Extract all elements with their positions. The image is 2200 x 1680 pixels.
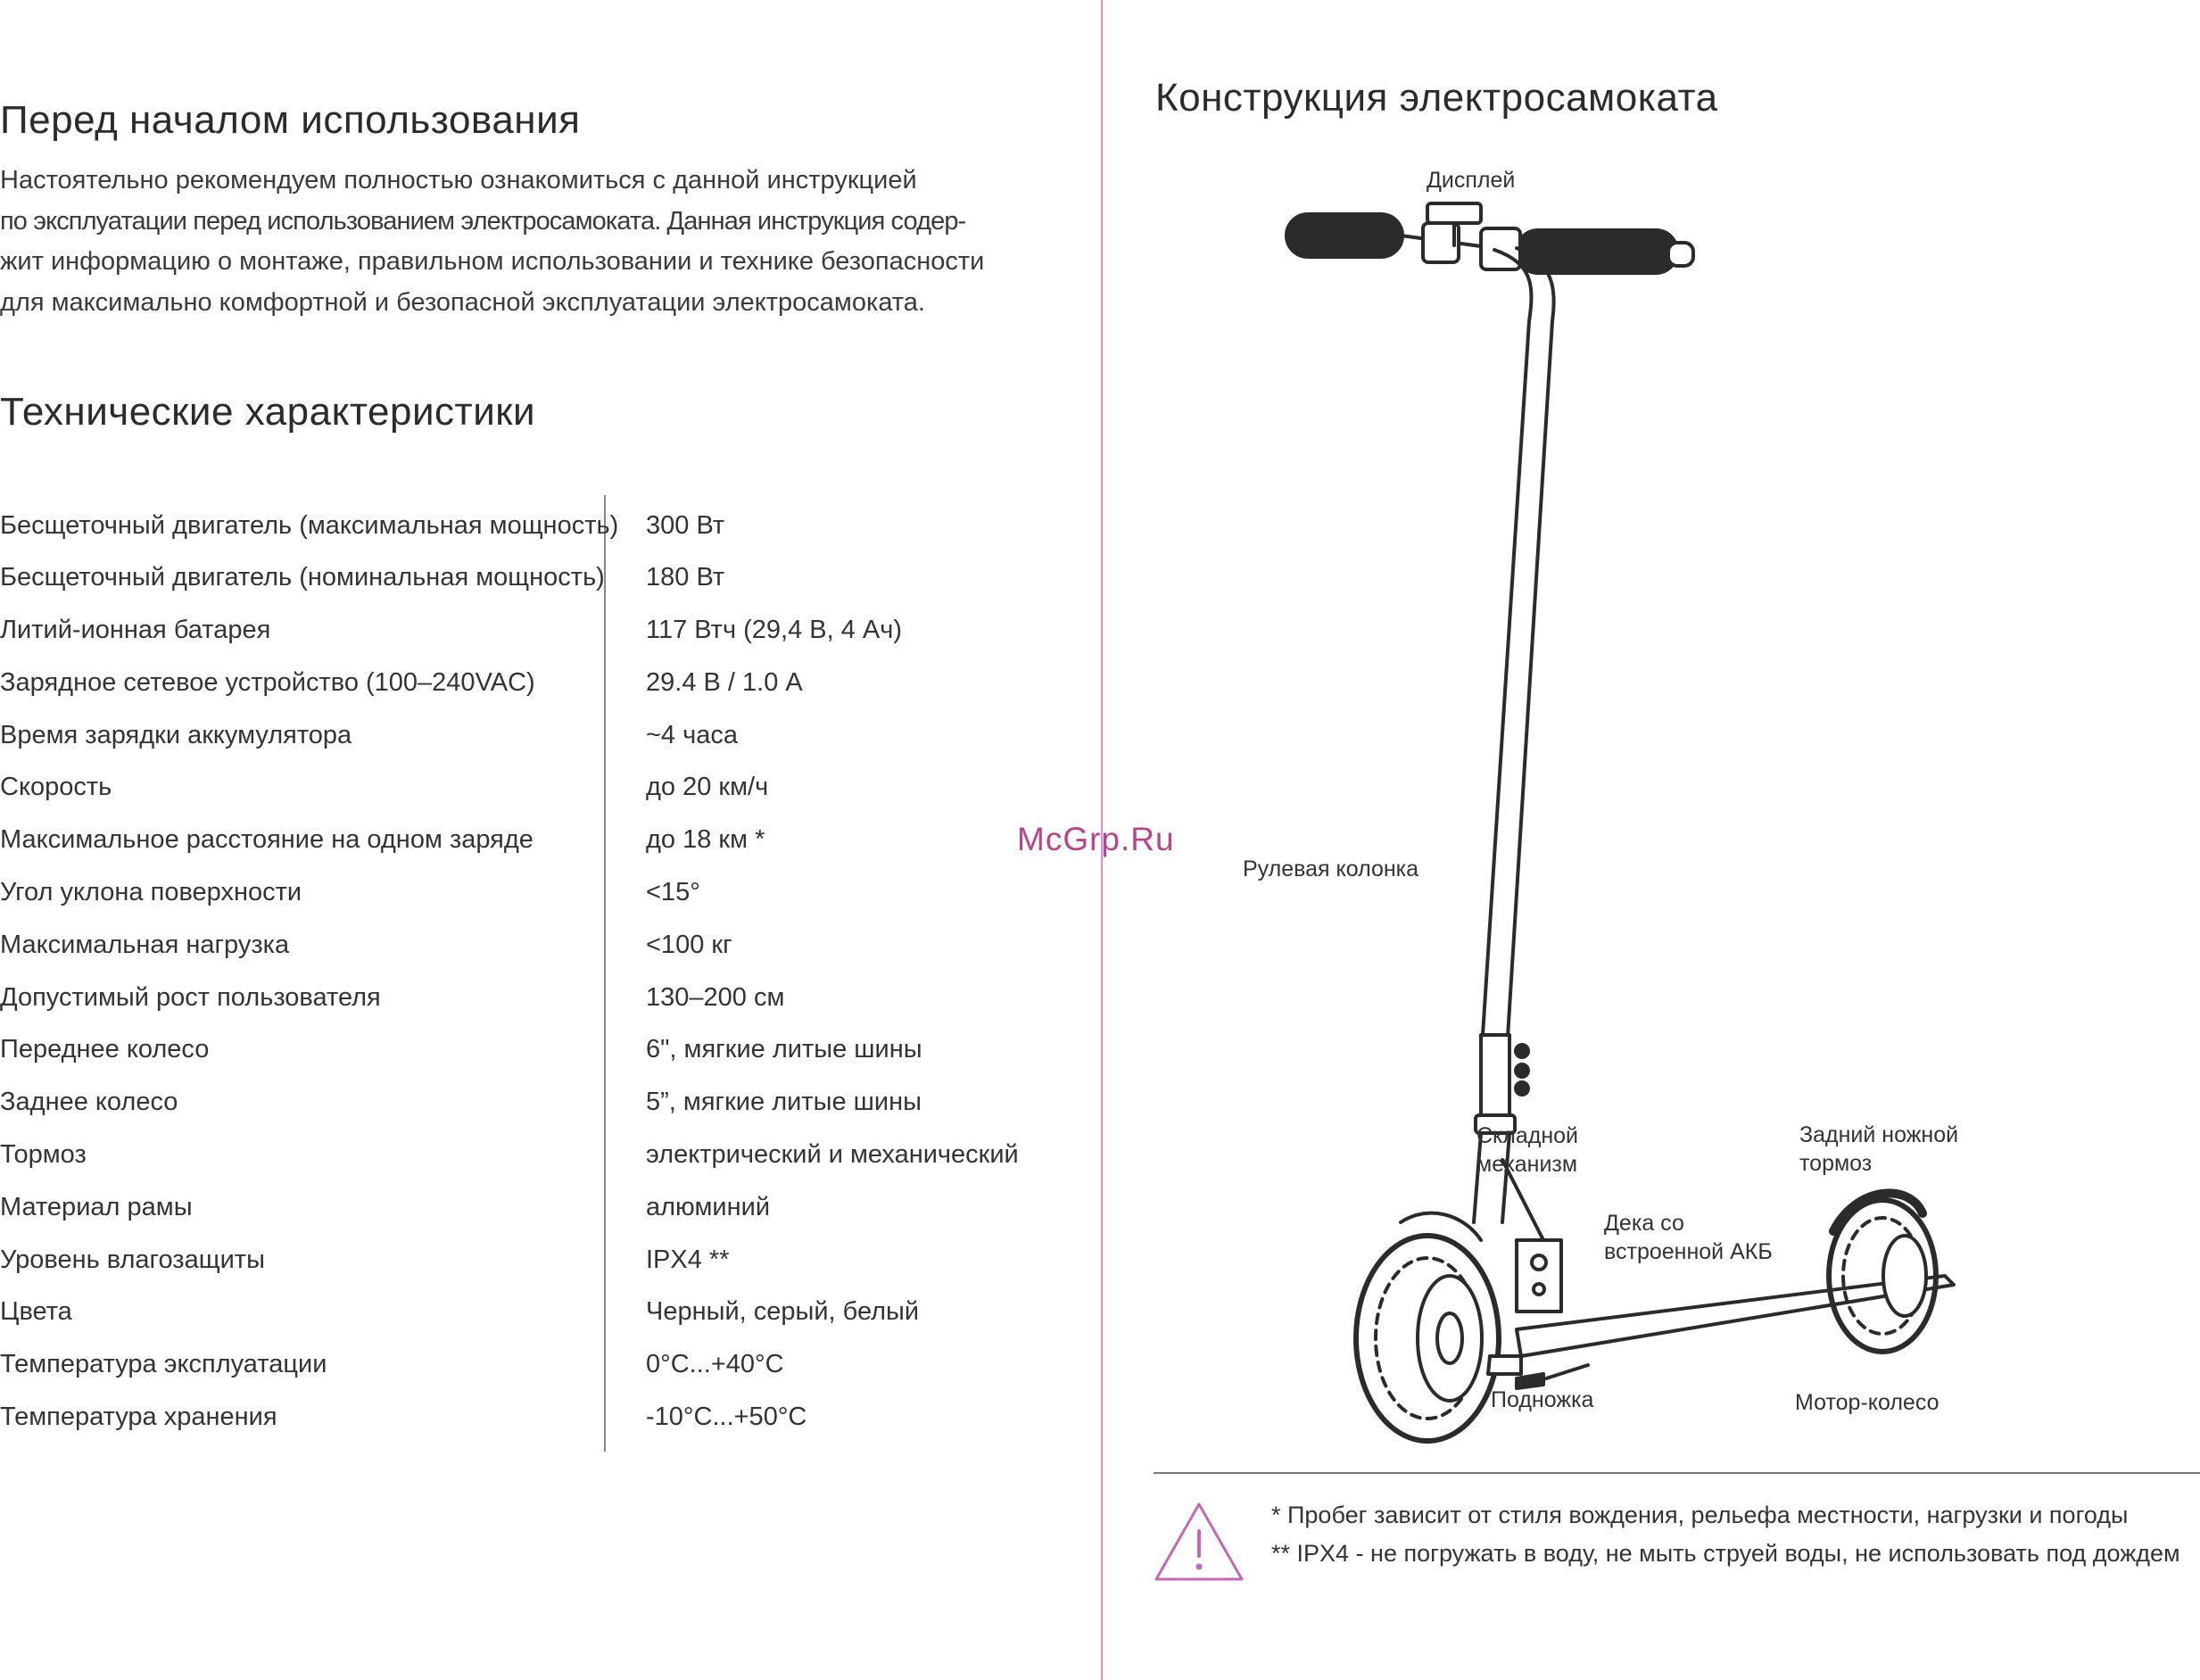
footnote-2: ** IPX4 - не погружать в воду, не мыть струей воды, не использовать под дождем (1271, 1540, 2180, 1567)
label-kickstand: Подножка (1491, 1387, 1594, 1412)
spec-row (0, 1140, 1071, 1192)
spec-label: Время зарядки аккумулятора (0, 721, 352, 749)
intro-line: Настоятельно рекомендуем полностью ознакомиться с данной инструкцией (0, 166, 917, 194)
front-wheel (1356, 1213, 1499, 1441)
spec-row (0, 773, 1071, 824)
spec-value: 29.4 В / 1.0 А (646, 668, 803, 697)
spec-value: <100 кг (646, 931, 732, 959)
intro-paragraph (0, 161, 1062, 323)
intro-line: жит информацию о монтаже, правильном использовании и технике безопасности (0, 247, 985, 276)
spec-row (0, 1035, 1071, 1087)
label-display: Дисплей (1427, 168, 1516, 193)
spec-row (0, 1088, 1071, 1139)
watermark: McGrp.Ru (1017, 821, 1175, 857)
footnote-rule (1154, 1472, 2200, 1474)
label-folding-mechanism: Складной механизм (1476, 1123, 1579, 1177)
spec-label: Зарядное сетевое устройство (100–240VAC) (0, 668, 535, 697)
spec-value: IPX4 ** (646, 1246, 730, 1274)
intro-line: для максимально комфортной и безопасной эксплуатации электросамоката. (0, 287, 925, 317)
spec-row (0, 1297, 1071, 1349)
spec-row (0, 825, 1071, 877)
spec-value: 5”, мягкие литые шины (646, 1088, 922, 1116)
spec-row (0, 721, 1071, 773)
spec-value: ~4 часа (646, 721, 738, 749)
spec-label: Материал рамы (0, 1193, 193, 1221)
rear-wheel (1829, 1193, 1936, 1352)
construction-heading: Конструкция электросамоката (1155, 76, 1718, 120)
spec-row (0, 563, 1071, 615)
spec-row (0, 1403, 1071, 1454)
spec-value: 180 Вт (646, 563, 725, 592)
label-deck-battery: Дека со встроенной АКБ (1604, 1211, 1773, 1264)
spec-label: Бесщеточный двигатель (максимальная мощность) (0, 511, 619, 540)
spec-label: Температура эксплуатации (0, 1350, 327, 1378)
spec-value: 0°С...+40°С (646, 1350, 784, 1378)
label-steering-column: Рулевая колонка (1243, 857, 1419, 881)
spec-label: Уровень влагозащиты (0, 1246, 265, 1274)
spec-label: Температура хранения (0, 1403, 277, 1431)
spec-row (0, 668, 1071, 720)
intro-heading: Перед началом использования (0, 98, 581, 142)
label-rear-foot-brake: Задний ножной тормоз (1799, 1122, 1959, 1176)
spec-value: 117 Втч (29,4 В, 4 Ач) (646, 616, 903, 644)
spec-row (0, 511, 1071, 563)
spec-value: до 20 км/ч (646, 773, 769, 801)
spec-row (0, 1246, 1071, 1297)
spec-value: до 18 км * (646, 825, 765, 854)
spec-label: Цвета (0, 1297, 72, 1326)
scooter-diagram (1249, 178, 1981, 1463)
spec-value: алюминий (646, 1193, 771, 1221)
warning-triangle-icon (1153, 1501, 1245, 1583)
spec-label: Допустимый рост пользователя (0, 983, 381, 1012)
spec-label: Угол уклона поверхности (0, 878, 302, 906)
spec-value: 300 Вт (646, 511, 725, 540)
spec-row (0, 878, 1071, 930)
spec-row (0, 1350, 1071, 1402)
spec-label: Максимальное расстояние на одном заряде (0, 825, 533, 854)
spec-value: Черный, серый, белый (646, 1297, 920, 1326)
handlebar (1286, 214, 1693, 273)
spec-label: Бесщеточный двигатель (номинальная мощность) (0, 563, 605, 592)
spec-row (0, 931, 1071, 982)
spec-value: -10°С...+50°С (646, 1403, 807, 1431)
footnote-1: * Пробег зависит от стиля вождения, рельефа местности, нагрузки и погоды (1271, 1502, 2129, 1528)
spec-label: Заднее колесо (0, 1088, 178, 1116)
folding-mechanism (1502, 1160, 1561, 1312)
specs-heading: Технические характеристики (0, 390, 536, 434)
spec-label: Переднее колесо (0, 1035, 210, 1063)
spec-row (0, 1193, 1071, 1245)
steering-stem (1474, 248, 1554, 1222)
intro-line: по эксплуатации перед использованием электросамоката. Данная инструкция содер- (0, 206, 966, 236)
spec-label: Максимальная нагрузка (0, 931, 290, 959)
spec-row (0, 616, 1071, 667)
spec-value: 6", мягкие литые шины (646, 1035, 922, 1063)
spec-value: <15° (646, 878, 700, 906)
spec-label: Литий-ионная батарея (0, 616, 271, 644)
spec-label: Тормоз (0, 1140, 87, 1169)
spec-row (0, 983, 1071, 1035)
spec-label: Скорость (0, 773, 112, 801)
label-motor-wheel: Мотор-колесо (1795, 1390, 1939, 1415)
spec-value: 130–200 см (646, 983, 785, 1012)
spec-value: электрический и механический (646, 1140, 1019, 1169)
